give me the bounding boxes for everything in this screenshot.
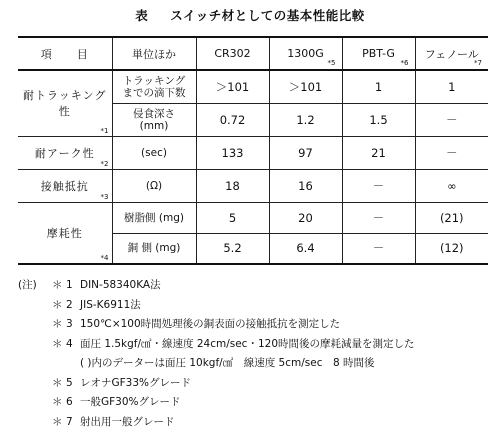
item-contact: 接触抵抗 *3 xyxy=(18,169,112,202)
unit-cell: (sec) xyxy=(112,136,196,169)
unit-cell: 銅 側 (mg) xyxy=(112,233,196,264)
value-cell: 20 xyxy=(269,202,342,233)
header-note: *6 xyxy=(400,59,409,67)
value-cell: 16 xyxy=(269,169,342,202)
value-cell: ＞101 xyxy=(269,70,342,103)
value-cell: － xyxy=(342,169,415,202)
header-cr302: CR302 xyxy=(196,37,269,70)
item-note: *4 xyxy=(100,254,109,262)
footnotes xyxy=(18,276,488,432)
unit-cell: トラッキング までの滴下数 xyxy=(112,70,196,103)
footnote: ＊ 5 レオナGF33%グレード xyxy=(18,374,488,394)
value-cell: (21) xyxy=(415,202,488,233)
footnote-text: 射出用一般グレード xyxy=(80,415,175,428)
footnote-text: JIS-K6911法 xyxy=(80,298,141,311)
footnote: ＊ 6 一般GF30%グレード xyxy=(18,393,488,413)
footnote-continuation: ( )内のデーターは面圧 10kgf/㎠ 線速度 5cm/sec 8 時間後 xyxy=(80,357,375,369)
value-cell: 6.4 xyxy=(269,233,342,264)
item-arc: 耐アーク性 *2 xyxy=(18,136,112,169)
value-cell: ＞101 xyxy=(196,70,269,103)
value-cell: 97 xyxy=(269,136,342,169)
footnote: (注) ＊ 1 DIN-58340KA法 xyxy=(18,276,488,296)
header-1300g: 1300G *5 xyxy=(269,37,342,70)
header-unit: 単位ほか xyxy=(112,37,196,70)
item-tracking: 耐トラッキング性 *1 xyxy=(18,70,112,136)
table-row xyxy=(18,136,488,169)
table-row xyxy=(18,70,488,103)
header-phenol: フェノール *7 xyxy=(415,37,488,70)
footnote: ＊ 3 150℃×100時間処理後の銅表面の接触抵抗を測定した xyxy=(18,315,488,335)
value-cell: 21 xyxy=(342,136,415,169)
title-text: スイッチ材としての基本性能比較 xyxy=(170,8,365,23)
footnote-text: 一般GF30%グレード xyxy=(80,396,181,408)
value-cell: 1 xyxy=(342,70,415,103)
table-row xyxy=(18,169,488,202)
item-note: *2 xyxy=(100,159,109,168)
header-pbt-g: PBT-G *6 xyxy=(342,37,415,70)
unit-cell: 侵食深さ (mm) xyxy=(112,103,196,136)
unit-cell: (Ω) xyxy=(112,169,196,202)
value-cell: － xyxy=(342,202,415,233)
footnote: ＊ 7 射出用一般グレード xyxy=(18,413,488,433)
value-cell: 1.2 xyxy=(269,103,342,136)
value-cell: 5.2 xyxy=(196,233,269,264)
value-cell: (12) xyxy=(415,233,488,264)
header-note: *7 xyxy=(474,59,482,67)
value-cell: 18 xyxy=(196,169,269,202)
value-cell: ∞ xyxy=(415,169,488,202)
header-item: 項 目 xyxy=(18,37,112,70)
footnote-text: レオナGF33%グレード xyxy=(80,376,192,389)
unit-cell: 樹脂側 (mg) xyxy=(112,202,196,233)
notes-lead: (注) xyxy=(18,279,37,291)
value-cell: － xyxy=(415,136,488,169)
value-cell: 1.5 xyxy=(342,103,415,136)
value-cell: 0.72 xyxy=(196,103,269,136)
header-note: *5 xyxy=(327,59,336,67)
footnote: ＊ 2 JIS-K6911法 xyxy=(18,296,488,316)
item-note: *1 xyxy=(100,126,109,135)
item-note: *3 xyxy=(100,192,109,201)
header-row xyxy=(18,37,488,70)
footnote-text: 150℃×100時間処理後の銅表面の接触抵抗を測定した xyxy=(80,318,341,330)
value-cell: － xyxy=(342,233,415,264)
value-cell: 133 xyxy=(196,136,269,169)
performance-table xyxy=(18,36,488,265)
value-cell: － xyxy=(415,103,488,136)
footnote: ＊ 4 面圧 1.5kgf/㎠・線速度 24cm/sec・120時間後の摩耗減量を測定した xyxy=(18,335,488,355)
footnote-text: 面圧 1.5kgf/㎠・線速度 24cm/sec・120時間後の摩耗減量を測定した xyxy=(80,337,415,350)
value-cell: 1 xyxy=(415,70,488,103)
footnote-text: DIN-58340KA法 xyxy=(80,279,161,291)
item-wear: 摩耗性 *4 xyxy=(18,202,112,264)
table-title xyxy=(0,6,500,24)
value-cell: 5 xyxy=(196,202,269,233)
table-row xyxy=(18,202,488,233)
title-lead: 表 xyxy=(135,8,149,23)
